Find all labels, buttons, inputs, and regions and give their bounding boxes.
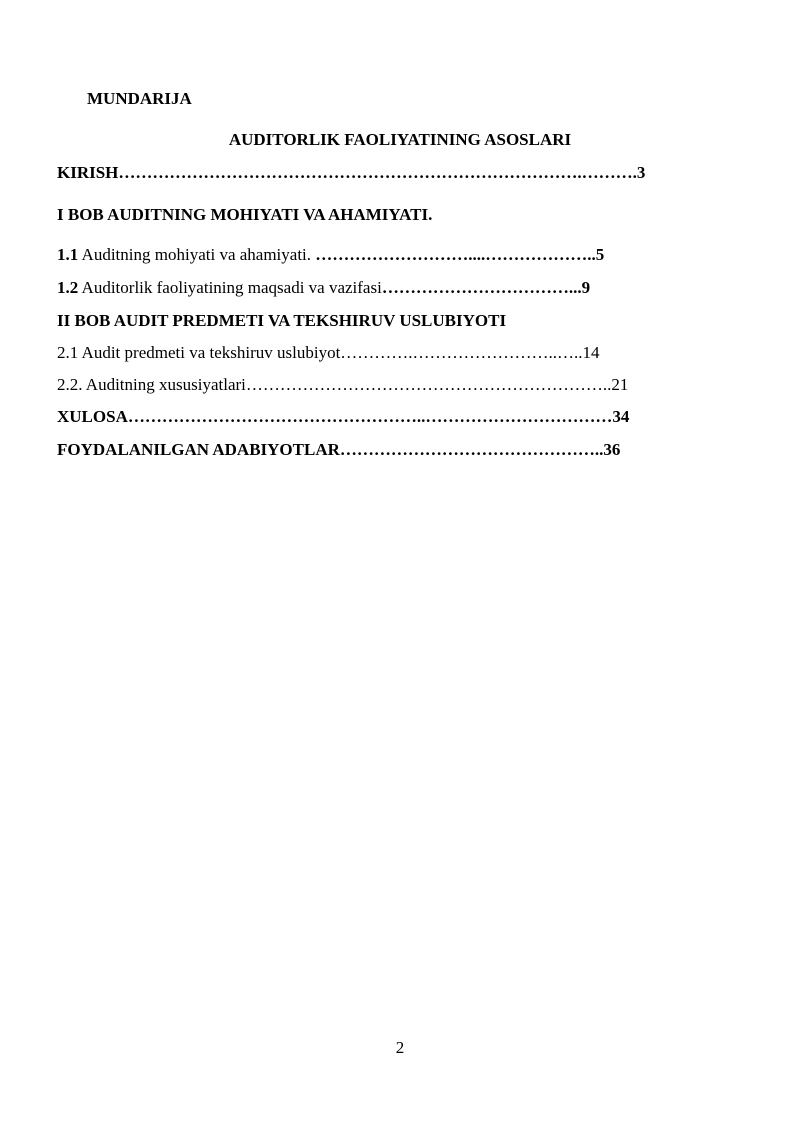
toc-entry-leader: ………………………....………………..5 [315, 245, 605, 264]
toc-entry-2-2: 2.2. Auditning xususiyatlari………………………………………………………..21 [57, 375, 629, 394]
page-heading: MUNDARIJA [87, 89, 192, 108]
toc-entry-1-2 [57, 278, 590, 298]
page-number: 2 [395, 1038, 405, 1057]
toc-entry-kirish: KIRISH……………………………………………………………………….……….3 [57, 163, 646, 182]
toc-entry-number: 1.1 [57, 245, 79, 264]
toc-entry-title: Auditorlik faoliyatining maqsadi va vazifasi [78, 278, 382, 297]
toc-entry-xulosa: XULOSA……………………………………………..……………………………34 [57, 407, 630, 426]
toc-chapter-2: II BOB AUDIT PREDMETI VA TEKSHIRUV USLUBIYOTI [57, 311, 507, 330]
toc-entry-number: 1.2 [57, 278, 79, 297]
document-subtitle: AUDITORLIK FAOLIYATINING ASOSLARI [228, 130, 572, 149]
toc-entry-1-1 [57, 245, 604, 265]
toc-entry-title: Auditning mohiyati va ahamiyati. [78, 245, 316, 264]
toc-entry-2-1: 2.1 Audit predmeti va tekshiruv uslubiyot………….……………………..…..14 [57, 343, 600, 362]
toc-chapter-1: I BOB AUDITNING MOHIYATI VA AHAMIYATI. [57, 205, 433, 224]
toc-entry-leader: ……………………………...9 [381, 278, 591, 297]
toc-entry-foydalanilgan: FOYDALANILGAN ADABIYOTLAR………………………………………..36 [57, 440, 621, 459]
